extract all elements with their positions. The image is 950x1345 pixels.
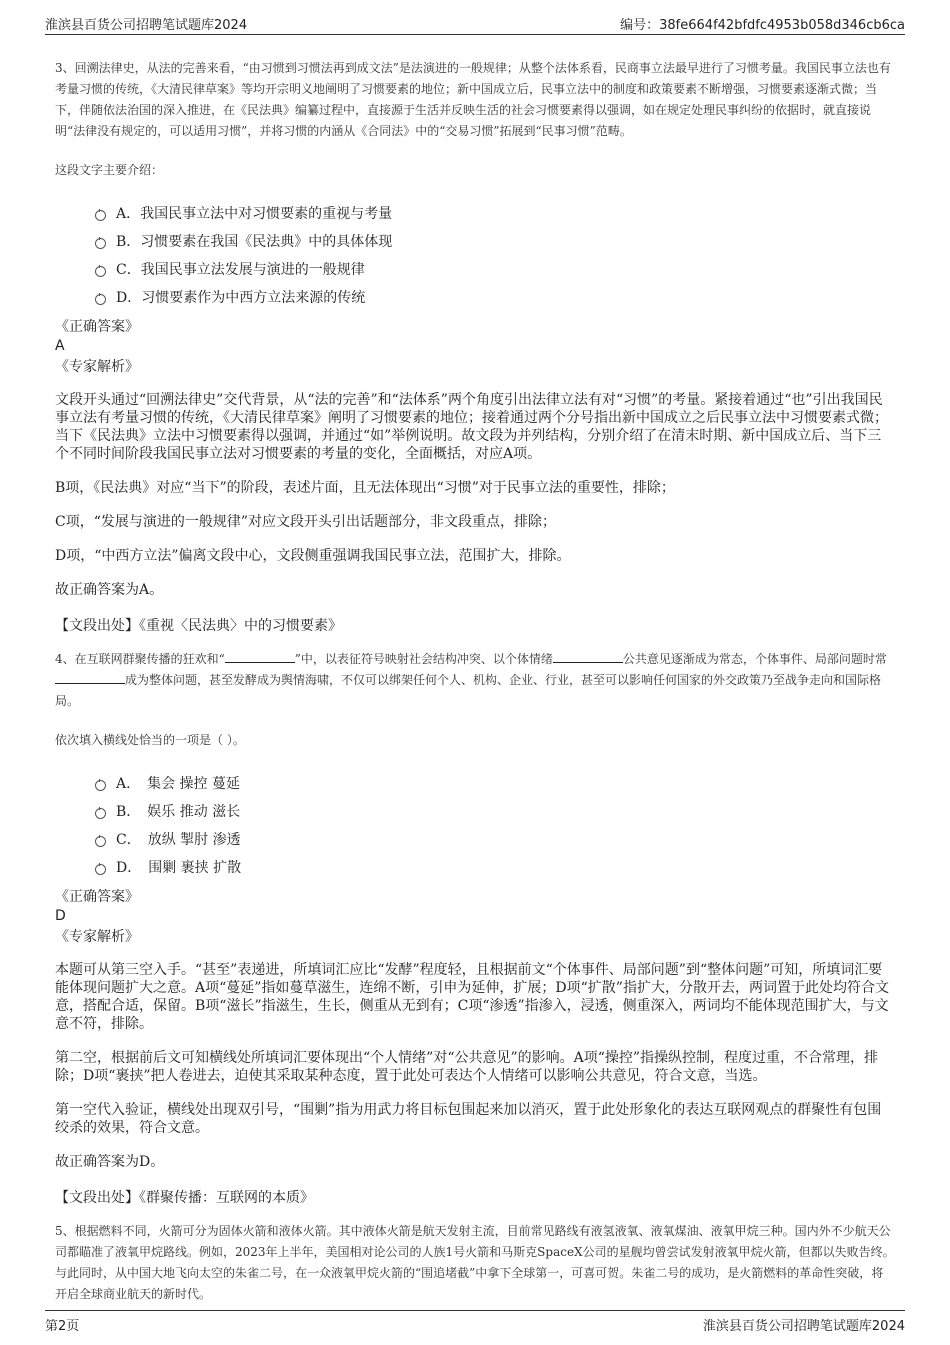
- option-label: D．习惯要素作为中西方立法来源的传统: [116, 290, 366, 306]
- fill-blank-1: [225, 650, 295, 663]
- document-body: [55, 58, 895, 1305]
- question-4: [55, 649, 895, 1207]
- q4-prompt: 依次填入横线处恰当的一项是（ ）。: [55, 733, 245, 747]
- q3-option-d[interactable]: [95, 283, 895, 311]
- q3-answer: A: [55, 338, 65, 354]
- q3-analysis-4: D项，“中西方立法”偏离文段中心，文段侧重强调我国民事立法，范围扩大，排除。: [55, 548, 571, 564]
- q3-options: [95, 199, 895, 311]
- q5-passage: 5、根据燃料不同，火箭可分为固体火箭和液体火箭。其中液体火箭是航天发射主流，目前常见路线有液氢液氧、液氧煤油、液氧甲烷三种。国内外不少航天公司都瞄准了液氧甲烷路线。例如，2023年上半年，美国相对论公司的人族1号火箭和马斯克SpaceX公司的星舰均曾尝试发射液氧甲烷火箭，但都以失败告终。与此同时，从中国大地飞向太空的朱雀二号，在一众液氧甲烷火箭的“围追堵截”中拿下全球第一，可喜可贺。朱雀二号的成功，是火箭燃料的革命性突破，将开启全球商业航天的新时代。: [55, 1224, 895, 1301]
- radio-icon[interactable]: [95, 808, 106, 819]
- option-label: D． 围剿 裹挟 扩散: [116, 860, 242, 876]
- option-label: B．习惯要素在我国《民法典》中的具体体现: [116, 234, 393, 250]
- q4-analysis-1: 本题可从第三空入手。“甚至”表递进，所填词汇应比“发酵”程度轻，且根据前文“个体事件、局部问题”到“整体问题”可知，所填词汇要能体现问题扩大之意。A项“蔓延”指如蔓草滋生，连绵不断，引申为延伸，扩展；D项“扩散”指扩大，分散开去，两词置于此处均符合文意，搭配合适，保留。B项“滋长”指滋生，生长，侧重从无到有；C项“渗透”指渗入，浸透，侧重深入，两词均不能体现范围扩大，与文意不符，排除。: [55, 962, 889, 1032]
- radio-icon[interactable]: [95, 864, 106, 875]
- footer-title: 淮滨县百货公司招聘笔试题库2024: [702, 1319, 905, 1334]
- q3-option-b[interactable]: [95, 227, 895, 255]
- q4-option-c[interactable]: [95, 825, 895, 853]
- radio-icon[interactable]: [95, 836, 106, 847]
- option-label: A． 集会 操控 蔓延: [116, 776, 241, 792]
- question-3: [55, 58, 895, 635]
- radio-icon[interactable]: [95, 294, 106, 305]
- q4-analysis-label: 《专家解析》: [55, 929, 139, 945]
- radio-icon[interactable]: [95, 238, 106, 249]
- header-title: 淮滨县百货公司招聘笔试题库2024: [45, 18, 248, 33]
- q4-answer-label: 《正确答案》: [55, 889, 139, 905]
- q4-analysis-3: 第一空代入验证，横线处出现双引号，“围剿”指为用武力将目标包围起来加以消灭，置于此处形象化的表达互联网观点的群聚性有包围绞杀的效果，符合文意。: [55, 1102, 882, 1136]
- header-doc-id: 编号：38fe664f42bfdfc4953b058d346cb6ca: [620, 18, 905, 33]
- q3-answer-label: 《正确答案》: [55, 319, 139, 335]
- q4-answer: D: [55, 908, 66, 924]
- q3-analysis-1: 文段开头通过“回溯法律史”交代背景，从“法的完善”和“法体系”两个角度引出法律立法有对“习惯”的考量。紧接着通过“也”引出我国民事立法有考量习惯的传统，《大清民律草案》阐明了习惯要素的地位；接着通过两个分号指出新中国成立之后民事立法中习惯要素式微；当下《民法典》立法中习惯要素得以强调，并通过“如”举例说明。故文段为并列结构，分别介绍了在清末时期、新中国成立后、当下三个不同时间阶段我国民事立法对习惯要素的考量的变化，全面概括，对应A项。: [55, 392, 888, 462]
- option-label: C．我国民事立法发展与演进的一般规律: [116, 262, 365, 278]
- q4-passage: [55, 649, 895, 712]
- radio-icon[interactable]: [95, 266, 106, 277]
- fill-blank-3: [55, 671, 125, 684]
- q4-option-b[interactable]: [95, 797, 895, 825]
- q4-options: [95, 769, 895, 881]
- q3-option-c[interactable]: [95, 255, 895, 283]
- q4-analysis-4: 故正确答案为D。: [55, 1154, 165, 1170]
- passage-text: 成为整体问题，甚至发酵成为舆情海啸，不仅可以绑架任何个人、机构、企业、行业，甚至可以影响任何国家的外交政策乃至战争走向和国际格局。: [55, 673, 882, 708]
- passage-text: 4、在互联网群聚传播的狂欢和“: [55, 652, 225, 666]
- q3-analysis-3: C项，“发展与演进的一般规律”对应文段开头引出话题部分，非文段重点，排除；: [55, 514, 557, 530]
- q3-option-a[interactable]: [95, 199, 895, 227]
- q4-source: 【文段出处】《群聚传播：互联网的本质》: [55, 1190, 314, 1206]
- radio-icon[interactable]: [95, 780, 106, 791]
- option-label: A．我国民事立法中对习惯要素的重视与考量: [116, 206, 393, 222]
- radio-icon[interactable]: [95, 210, 106, 221]
- q4-analysis-2: 第二空，根据前后文可知横线处所填词汇要体现出“个人情绪”对“公共意见”的影响。A项“操控”指操纵控制，程度过重，不合常理，排除；D项“裹挟”把人卷进去，迫使其采取某种态度，置于此处可表达个人情绪可以影响公共意见，符合文意，当选。: [55, 1050, 879, 1084]
- q3-passage: 3、回溯法律史，从法的完善来看，“由习惯到习惯法再到成文法”是法演进的一般规律；从整个法体系看，民商事立法最早进行了习惯考量。我国民事立法也有考量习惯的传统，《大清民律草案》等均开宗明义地阐明了习惯要素的地位；新中国成立后，民事立法中的制度和政策要素不断增强，习惯要素逐渐式微；当下，伴随依法治国的深入推进，在《民法典》编纂过程中，直接源于生活并反映生活的社会习惯要素得以强调，如在规定处理民事纠纷的依据时，就直接说明“法律没有规定的，可以适用习惯”，并将习惯的内涵从《合同法》中的“交易习惯”拓展到“民事习惯”范畴。: [55, 61, 891, 138]
- option-label: C． 放纵 掣肘 渗透: [116, 832, 241, 848]
- page-footer: [45, 1310, 905, 1333]
- q4-option-a[interactable]: [95, 769, 895, 797]
- q4-option-d[interactable]: [95, 853, 895, 881]
- page-header: [45, 12, 905, 35]
- passage-text: 公共意见逐渐成为常态，个体事件、局部问题时常: [622, 652, 887, 666]
- q3-source: 【文段出处】《重视〈民法典〉中的习惯要素》: [55, 618, 342, 634]
- q3-analysis-2: B项，《民法典》对应“当下”的阶段，表述片面，且无法体现出“习惯”对于民事立法的重要性，排除；: [55, 480, 675, 496]
- q3-prompt: 这段文字主要介绍：: [55, 163, 164, 177]
- page-number: 第2页: [45, 1319, 80, 1334]
- passage-text: ”中，以表征符号映射社会结构冲突、以个体情绪: [294, 652, 553, 666]
- question-5: [55, 1221, 895, 1305]
- fill-blank-2: [553, 650, 623, 663]
- q3-analysis-5: 故正确答案为A。: [55, 582, 164, 598]
- option-label: B． 娱乐 推动 滋长: [116, 804, 241, 820]
- q3-analysis-label: 《专家解析》: [55, 359, 139, 375]
